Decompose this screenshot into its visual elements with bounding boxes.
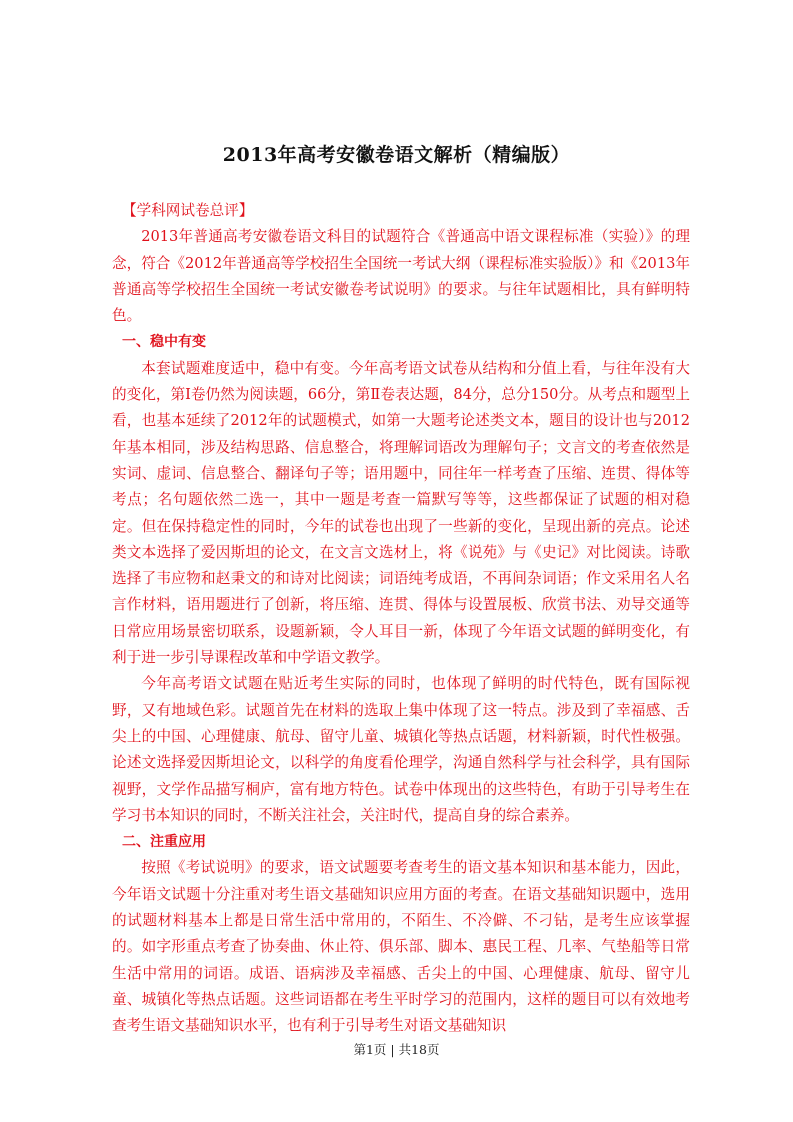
document-body [112, 198, 690, 1040]
section-heading-2: 二、注重应用 [122, 834, 206, 851]
section-2-paragraph-1: 按照《考试说明》的要求，语文试题要考查考生的语文基本知识和基本能力，因此，今年语文试题十分注重对考生语文基础知识应用方面的考查。在语文基础知识题中，选用的试题材料基本上都是日常生活中常用的，不陌生、不冷僻、不刁钻，是考生应该掌握的。如字形重点考查了协奏曲、休止符、俱乐部、脚本、惠民工程、几率、气垫船等日常生活中常用的词语。成语、语病涉及幸福感、舌尖上的中国、心理健康、航母、留守儿童、城镇化等热点话题。这些词语都在考生平时学习的范围内，这样的题目可以有效地考查考生语文基础知识水平，也有利于引导考生对语文基础知识 [112, 859, 690, 1035]
review-label: 【学科网试卷总评】 [122, 202, 254, 219]
section-heading-1: 一、稳中有变 [122, 334, 206, 351]
intro-paragraph: 2013年普通高考安徽卷语文科目的试题符合《普通高中语文课程标准（实验）》的理念，符合《2012年普通高等学校招生全国统一考试大纲（课程标准实验版）》和《2013年普通高等学校招生全国统一考试安徽卷考试说明》的要求。与往年试题相比，具有鲜明特色。 [112, 228, 690, 325]
section-1-paragraph-2: 今年高考语文试题在贴近考生实际的同时，也体现了鲜明的时代特色，既有国际视野，又有地域色彩。试题首先在材料的选取上集中体现了这一特点。涉及到了幸福感、舌尖上的中国、心理健康、航母、留守儿童、城镇化等热点话题，材料新颖，时代性极强。论述文选择爱因斯坦论文，以科学的角度看伦理学，沟通自然科学与社会科学，具有国际视野，文学作品描写桐庐，富有地方特色。试卷中体现出的这些特色，有助于引导考生在学习书本知识的同时，不断关注社会，关注时代，提高自身的综合素养。 [112, 675, 690, 824]
document-title: 2013年高考安徽卷语文解析（精编版） [222, 144, 571, 166]
section-1-paragraph-1: 本套试题难度适中，稳中有变。今年高考语文试卷从结构和分值上看，与往年没有大的变化，第Ⅰ卷仍然为阅读题，66分，第Ⅱ卷表达题，84分，总分150分。从考点和题型上看，也基本延续了2012年的试题模式，如第一大题考论述类文本，题目的设计也与2012年基本相同，涉及结构思路、信息整合，将理解词语改为理解句子；文言文的考查依然是实词、虚词、信息整合、翻译句子等；语用题中，同往年一样考查了压缩、连贯、得体等考点；名句题依然二选一，其中一题是考查一篇默写等等，这些都保证了试题的相对稳定。但在保持稳定性的同时，今年的试卷也出现了一些新的变化，呈现出新的亮点。论述类文本选择了爱因斯坦的论文，在文言文选材上，将《说苑》与《史记》对比阅读。诗歌选择了韦应物和赵秉文的和诗对比阅读；词语纯考成语，不再间杂词语；作文采用名人名言作材料，语用题进行了创新，将压缩、连贯、得体与设置展板、欣赏书法、劝导交通等日常应用场景密切联系，设题新颖，令人耳目一新，体现了今年语文试题的鲜明变化，有利于进一步引导课程改革和中学语文教学。 [112, 359, 690, 667]
page-footer: 第1页 | 共18页 [353, 1042, 440, 1057]
